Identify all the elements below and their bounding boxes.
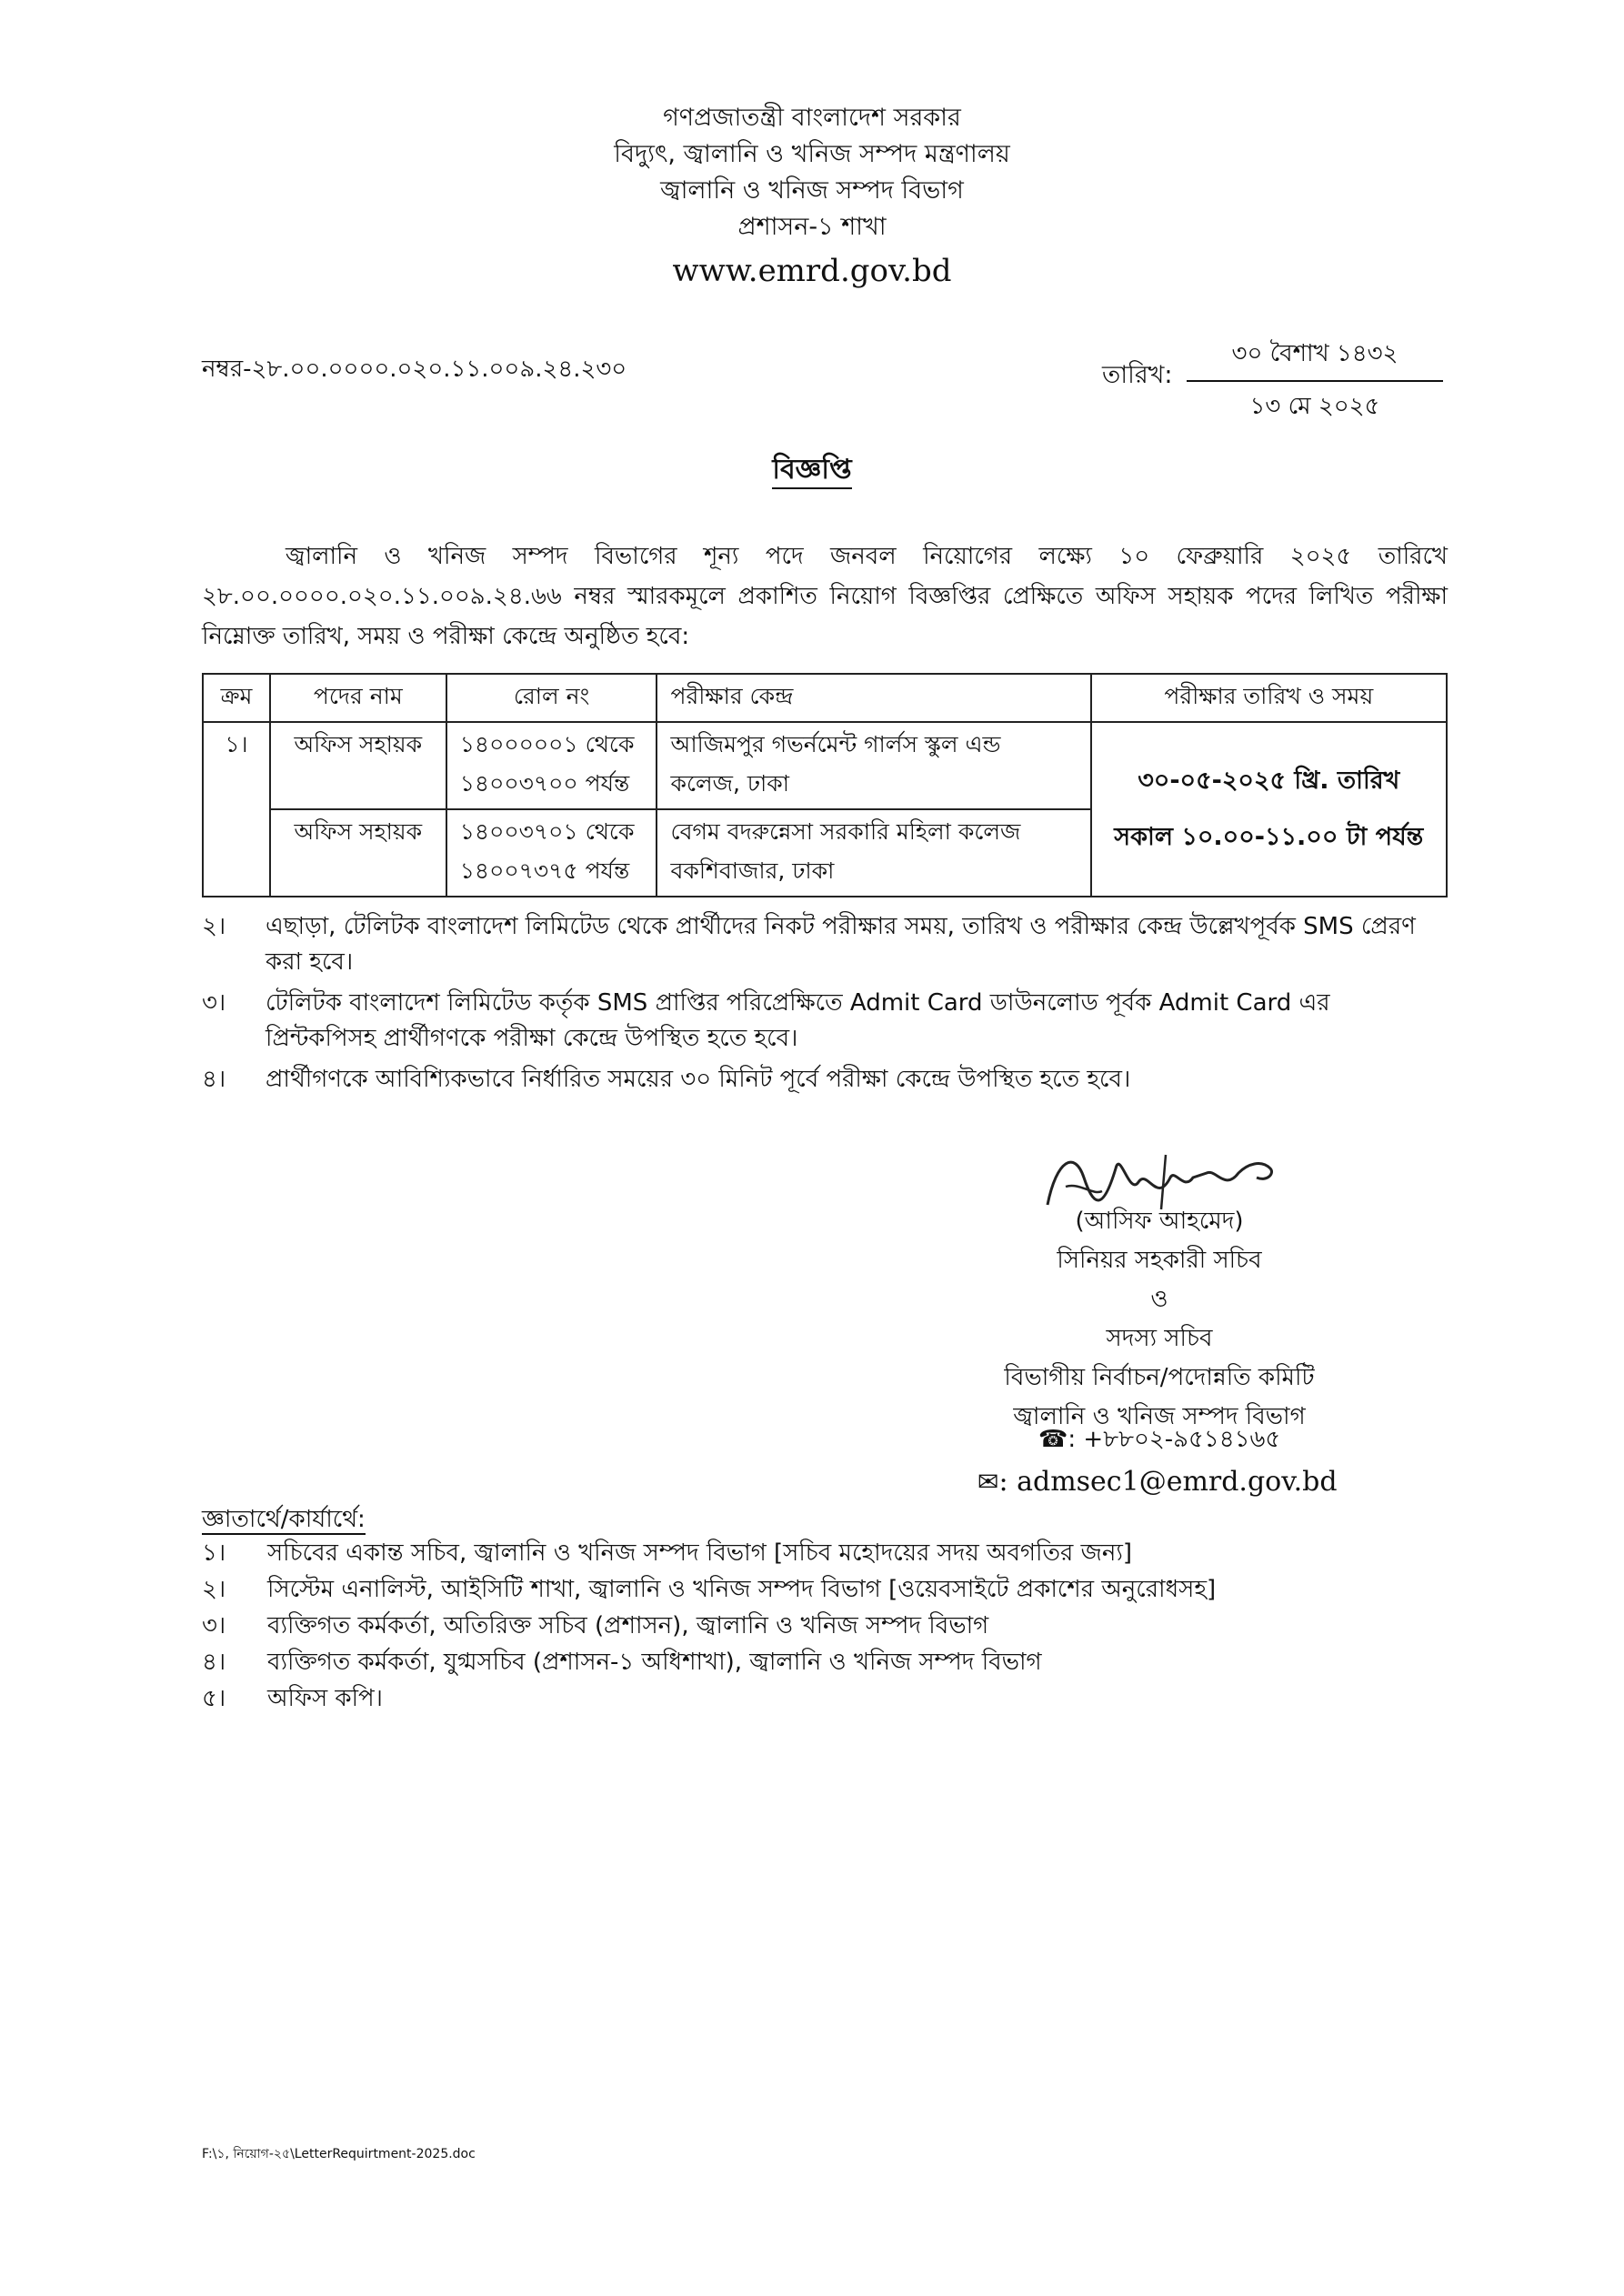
signatory-and: ও [1150,1286,1168,1313]
cell-datetime [1091,722,1447,897]
exam-date: ৩০-০৫-২০২৫ খ্রি. তারিখ [1138,767,1400,795]
item-number: ৩। [202,1612,226,1639]
instruction-list [202,909,1448,1103]
item-text: অফিস কপি। [267,1685,383,1712]
header-serial: ক্রম [203,674,270,722]
item-text: এছাড়া, টেলিটক বাংলাদেশ লিমিটেড থেকে প্রার্থীদের নিকট পরীক্ষার সময়, তারিখ ও পরীক্ষার কেন্দ্র উল্লেখপূর্বক SMS প্রেরণ করা হবে। [266,913,1416,976]
list-item [202,1062,1448,1098]
item-text: টেলিটক বাংলাদেশ লিমিটেড কর্তৃক SMS প্রাপ্তির পরিপ্রেক্ষিতে Admit Card ডাউনলোড পূর্বক Admit Card এর প্রিন্টকপিসহ প্রার্থীগণকে পরীক্ষা কেন্দ্রে উপস্থিত হতে হবে। [266,989,1330,1052]
item-text: সিস্টেম এনালিস্ট, আইসিটি শাখা, জ্বালানি ও খনিজ সম্পদ বিভাগ [ওয়েবসাইটে প্রকাশের অনুরোধসহ] [267,1576,1217,1603]
center-line1: আজিমপুর গভর্নমেন্ট গার্লস স্কুল এন্ড [670,731,1001,757]
roll-from: ১৪০০০০০১ থেকে [459,731,635,757]
signatory-name: (আসিফ আহমেদ) [1075,1208,1244,1235]
list-item [202,986,1448,1057]
cell-post: অফিস সহায়ক [270,809,446,897]
list-item [202,1644,1448,1680]
item-number: ৩। [202,989,226,1017]
signatory-division: জ্বালানি ও খনিজ সম্পদ বিভাগ [1013,1403,1306,1430]
signatory-block [964,1202,1355,1437]
header-roll: রোল নং [446,674,657,722]
cc-title-text: জ্ঞাতার্থে/কার্যার্থে: [202,1506,366,1533]
intro-paragraph [202,536,1448,657]
item-number: ৪। [202,1649,226,1676]
cell-roll [446,722,657,809]
header-post: পদের নাম [270,674,446,722]
header-datetime: পরীক্ষার তারিখ ও সময় [1091,674,1447,722]
phone-icon: ☎ [1038,1426,1068,1453]
list-item [202,909,1448,980]
notice-title-text: বিজ্ঞপ্তি [772,454,851,489]
table-header-row [203,674,1447,722]
notice-title [0,447,1624,494]
center-line2: বকশিবাজার, ঢাকা [670,857,835,884]
list-item [202,1535,1448,1571]
email-icon: ✉ [977,1467,999,1497]
email-address[interactable]: : admsec1@emrd.gov.bd [998,1466,1338,1498]
cc-list [202,1535,1448,1717]
exam-schedule-table [202,673,1448,897]
item-text: ব্যক্তিগত কর্মকর্তা, যুগ্মসচিব (প্রশাসন-১ অধিশাখা), জ্বালানি ও খনিজ সম্পদ বিভাগ [267,1649,1042,1676]
header-center: পরীক্ষার কেন্দ্র [657,674,1090,722]
roll-from: ১৪০০৩৭০১ থেকে [459,818,635,845]
letterhead [0,100,1624,293]
item-number: ৫। [202,1685,226,1712]
item-text: সচিবের একান্ত সচিব, জ্বালানি ও খনিজ সম্পদ বিভাগ [সচিব মহোদয়ের সদয় অবগতির জন্য] [267,1539,1133,1567]
exam-time: সকাল ১০.০০-১১.০০ টা পর্যন্ত [1114,823,1424,851]
cell-center [657,722,1090,809]
ministry-name: বিদ্যুৎ, জ্বালানি ও খনিজ সম্পদ মন্ত্রণালয় [614,140,1010,168]
list-item [202,1608,1448,1644]
cell-serial: ১। [203,722,270,897]
date-label: তারিখ: [1102,361,1173,389]
item-number: ৪। [202,1066,226,1093]
signatory-committee: বিভাগীয় নির্বাচন/পদোন্নতি কমিটি [1004,1364,1315,1391]
item-number: ২। [202,1576,226,1603]
phone-line [1038,1420,1280,1460]
center-line1: বেগম বদরুন্নেসা সরকারি মহিলা কলেজ [670,818,1021,845]
intro-text: জ্বালানি ও খনিজ সম্পদ বিভাগের শূন্য পদে জনবল নিয়োগের লক্ষ্যে ১০ ফেব্রুয়ারি ২০২৫ তারিখে ২৮.০০.০০০০.০২০.১১.০০৯.২৪.৬৬ নম্বর স্মারকমূলে প্রকাশিত নিয়োগ বিজ্ঞপ্তির প্রেক্ষিতে অফিস সহায়ক পদের লিখিত পরীক্ষা নিম্নোক্ত তারিখ, সময় ও পরীক্ষা কেন্দ্রে অনুষ্ঠিত হবে: [202,543,1448,650]
item-text: ব্যক্তিগত কর্মকর্তা, অতিরিক্ত সচিব (প্রশাসন), জ্বালানি ও খনিজ সম্পদ বিভাগ [267,1612,989,1639]
cell-roll [446,809,657,897]
item-number: ১। [202,1539,226,1567]
date-bangla: ৩০ বৈশাখ ১৪৩২ [1187,335,1443,382]
memo-number: নম্বর-২৮.০০.০০০০.০২০.১১.০০৯.২৪.২৩০ [202,356,627,383]
date-english: ১৩ মে ২০২৫ [1249,393,1380,420]
list-item [202,1680,1448,1717]
signatory-designation: সিনিয়র সহকারী সচিব [1057,1247,1262,1274]
date-block [1187,335,1443,427]
division-name: জ্বালানি ও খনিজ সম্পদ বিভাগ [660,176,964,205]
phone-number: : +৮৮০২-৯৫১৪১৬৫ [1068,1426,1281,1453]
table-row [203,722,1447,809]
item-text: প্রার্থীগণকে আবিশ্যিকভাবে নির্ধারিত সময়ের ৩০ মিনিট পূর্বে পরীক্ষা কেন্দ্রে উপস্থিত হতে হবে। [266,1066,1131,1093]
govt-name: গণপ্রজাতন্ত্রী বাংলাদেশ সরকার [663,104,961,132]
list-item [202,1571,1448,1608]
cell-center [657,809,1090,897]
branch-name: প্রশাসন-১ শাখা [737,213,887,241]
center-line2: কলেজ, ঢাকা [670,770,790,797]
cell-post: অফিস সহায়ক [270,722,446,809]
signatory-role: সদস্য সচিব [1106,1325,1213,1352]
item-number: ২। [202,913,226,940]
roll-to: ১৪০০৩৭০০ পর্যন্ত [459,770,630,797]
website-link[interactable]: www.emrd.gov.bd [672,253,952,289]
file-path-footer: F:\১, নিয়োগ-২৫\LetterRequirtment-2025.doc [202,2147,476,2161]
email-line [977,1466,1338,1498]
roll-to: ১৪০০৭৩৭৫ পর্যন্ত [459,857,630,884]
